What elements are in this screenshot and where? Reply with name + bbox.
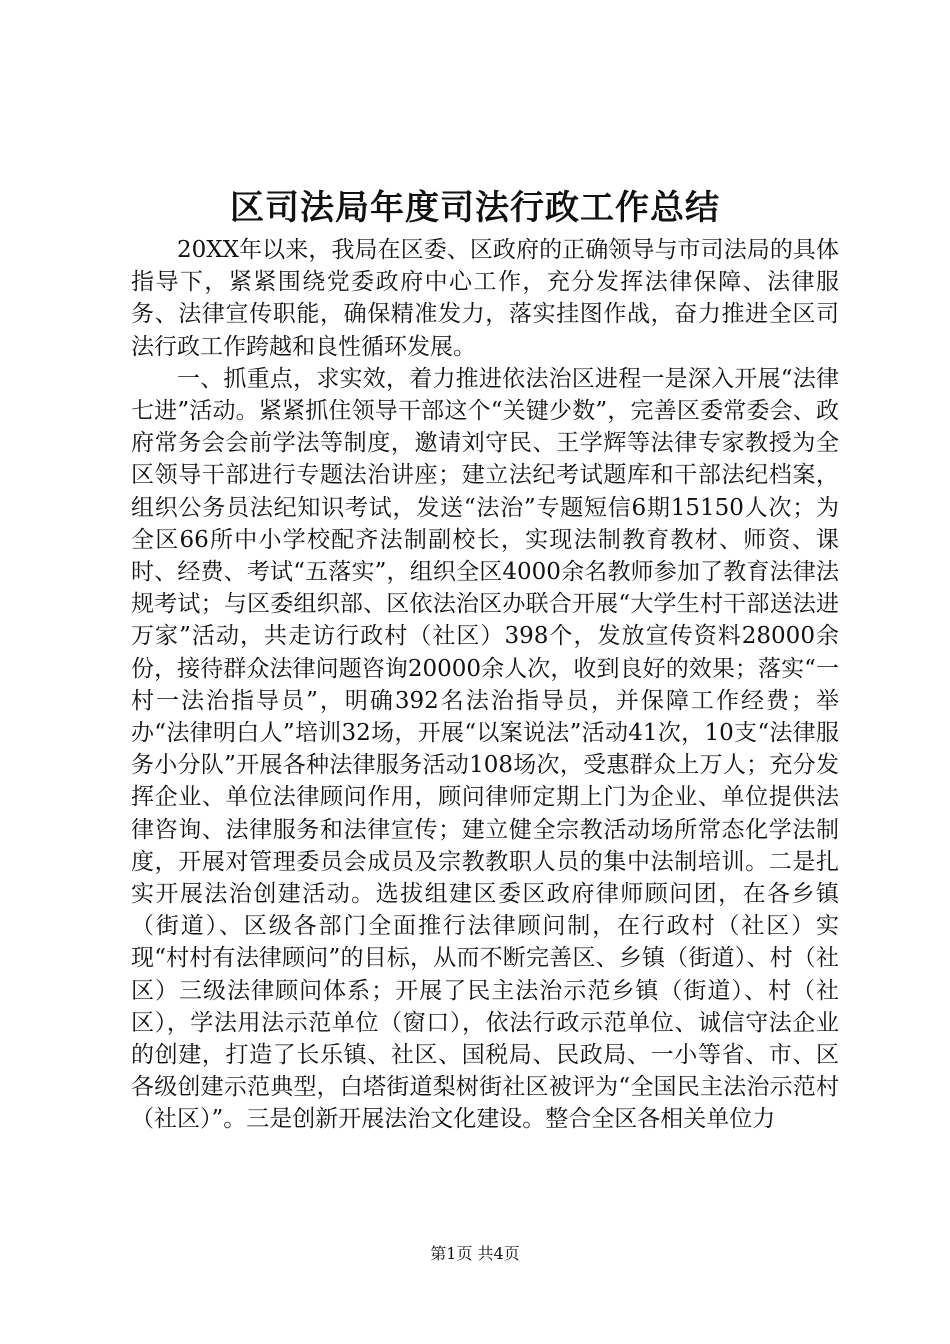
document-title: 区司法局年度司法行政工作总结 bbox=[230, 188, 720, 228]
section-one-paragraph: 一、抓重点，求实效，着力推进依法治区进程一是深入开展“法律七进”活动。紧紧抓住领导干部这个“关键少数”，完善区委常委会、政府常务会会前学法等制度，邀请刘守民、王学辉等法律专家教授为全区领导干部进行专题法治讲座；建立法纪考试题库和干部法纪档案，组织公务员法纪知识考试，发送“法治”专题短信6期15150人次；为全区66所中小学校配齐法制副校长，实现法制教育教材、师资、课时、经费、考试“五落实”，组织全区4000余名教师参加了教育法律法规考试；与区委组织部、区依法治区办联合开展“大学生村干部送法进万家”活动，共走访行政村（社区）398个，发放宣传资料28000余份，接待群众法律问题咨询20000余人次，收到良好的效果；落实“一村一法治指导员”，明确392名法治指导员，并保障工作经费；举办“法律明白人”培训32场，开展“以案说法”活动41次，10支“法律服务小分队”开展各种法律服务活动108场次，受惠群众上万人；充分发挥企业、单位法律顾问作用，顾问律师定期上门为企业、单位提供法律咨询、法律服务和法律宣传；建立健全宗教活动场所常态化学法制度，开展对管理委员会成员及宗教教职人员的集中法制培训。二是扎实开展法治创建活动。选拔组建区委区政府律师顾问团，在各乡镇（街道）、区级各部门全面推行法律顾问制，在行政村（社区）实现“村村有法律顾问”的目标，从而不断完善区、乡镇（街道）、村（社区）三级法律顾问体系；开展了民主法治示范乡镇（街道）、村（社区），学法用法示范单位（窗口），依法行政示范单位、诚信守法企业的创建，打造了长乐镇、社区、国税局、民政局、一小等省、市、区各级创建示范典型，白塔街道梨树街社区被评为“全国民主法治示范村（社区）”。三是创新开展法治文化建设。整合全区各相关单位力 bbox=[131, 365, 839, 1133]
document-body bbox=[131, 234, 839, 1136]
intro-paragraph: 20XX年以来，我局在区委、区政府的正确领导与市司法局的具体指导下，紧紧围绕党委政府中心工作，充分发挥法律保障、法律服务、法律宣传职能，确保精准发力，落实挂图作战，奋力推进全区司法行政工作跨越和良性循环发展。 bbox=[131, 237, 839, 360]
page-footer: 第1页 共4页 bbox=[430, 1244, 520, 1263]
